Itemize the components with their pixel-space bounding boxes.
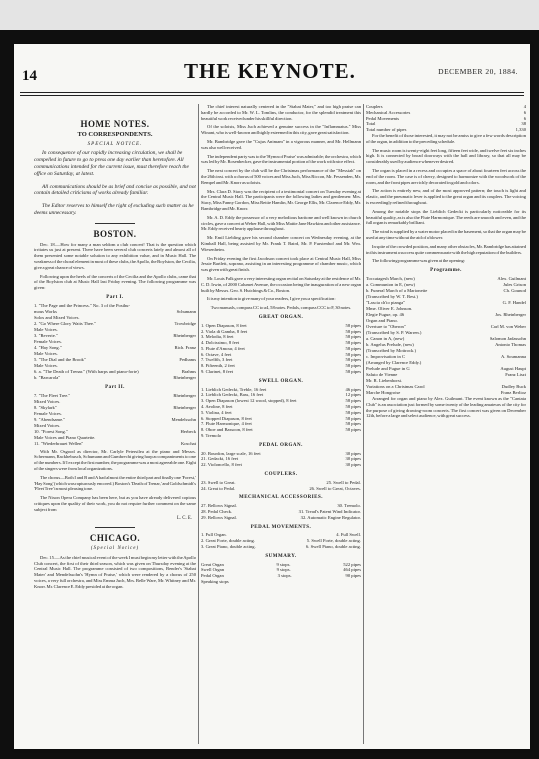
spec-row-cell-1: 6. Stopped Diapason, 8 feet	[201, 415, 252, 421]
spec-row-cell-1: Great Organ	[201, 561, 224, 567]
spec-row-cell-2: 58 pipes	[345, 398, 361, 404]
programme-item-cell-2: Rheinberger	[173, 374, 196, 380]
spec-row-cell-2: 9 stops.	[276, 567, 291, 573]
spec-heading-pedal-movements: PEDAL MOVEMENTS.	[250, 524, 312, 530]
spec-row-cell-2: 58 pipes	[345, 334, 361, 340]
programme-item-cell-1: Mme. Oliver E. Johnson.	[366, 305, 413, 311]
programme-list	[366, 276, 526, 396]
programme-item-cell-1: Prelude and Fugue in G	[366, 365, 410, 371]
tally-row-cell-2: 4	[523, 104, 526, 109]
spec-row-cell-1: 9. Clarinet, 8 feet	[201, 369, 234, 375]
spec-heading-couplers: COUPLERS.	[264, 472, 298, 478]
spec-list	[201, 503, 361, 520]
programme-item-cell-1: Male Voices.	[34, 350, 58, 356]
spec-row-cell-2: 58 pipes	[345, 328, 361, 334]
spec-row-cell-2: 30. Tremolo.	[337, 503, 361, 509]
section-heading-chicago: CHICAGO.	[89, 533, 141, 544]
programme-item-cell-1: 9. "Abendsame."	[34, 416, 66, 422]
spec-row-cell-2: 58 pipes	[345, 351, 361, 357]
programme-item-cell-2: A. Soumanna	[500, 353, 526, 359]
masthead: THE KEYNOTE.	[184, 59, 356, 83]
spec-row-cell-2: 58 pipes	[345, 340, 361, 346]
spec-row-cell-2: 25. Swell to Pedal.	[326, 479, 361, 485]
programme-item-cell-1: Saluto de Vienne	[366, 371, 398, 377]
subheading-correspondents: TO CORRESPONDENTS.	[77, 130, 153, 138]
programme-item-cell-1: mous Works	[34, 308, 57, 314]
programme-item-cell-2: August Haupt	[500, 365, 526, 371]
article-paragraph: The chief interest naturally centered in the "Stabat Mater," and too high praise can hardly be accorded to Mr. W. L. Tomlins, the conductor, for the splendid treatment this beautiful work received under his skillful direction.	[201, 104, 361, 121]
spec-row-cell-2: 58 pipes	[345, 363, 361, 369]
column-1	[34, 104, 196, 744]
tally-row-cell-2: 6	[523, 115, 526, 121]
programme-item-cell-2: Franz Berlioz	[500, 389, 526, 395]
tally-row-cell-1: Mechanical Accessories	[366, 109, 411, 115]
programme-item-cell-1: (Transcribed by S. P. Warren.)	[366, 329, 422, 335]
programme-item-cell-1: Organ and Piano.	[366, 317, 398, 323]
header-rule	[20, 92, 524, 93]
spec-row-cell-1: 27. Bellows Signal.	[201, 503, 237, 509]
spec-row-cell-2: 5. Swell Forte, double acting.	[306, 538, 361, 544]
programme-item-cell-2: Rich. Franz	[174, 344, 196, 350]
article-paragraph: The next concert by the club will be the Christmas performance of the "Messiah" on the 26th inst. with a chorus of 500 voices and Miss Juch, Miss Riccon, Mr. Fessenden, Mr. Rempel and Mr. Knorr as soloists.	[201, 168, 361, 185]
spec-row-cell-2: 58 pipes	[345, 322, 361, 328]
spec-row-cell-1: 1. Full Organ.	[201, 532, 227, 538]
programme-item-cell-2: Alex. Guilmant	[497, 275, 526, 281]
spec-heading-pedal: PEDAL ORGAN.	[259, 442, 303, 448]
programme-item-cell-2: Rheinberger	[173, 392, 196, 398]
article-paragraph: For the benefit of those interested, it may not be amiss to give a few words description of the organ, in addition to the preceding schedule.	[366, 132, 526, 144]
programme-item-cell-2: Brahms	[181, 368, 196, 374]
spec-row	[201, 515, 361, 521]
column-3	[366, 104, 526, 744]
spec-row-cell-2: 58 pipes	[345, 345, 361, 351]
programme-item-cell-1: 10. "Forest Song."	[34, 428, 68, 434]
spec-row-cell-3: 464 pipes	[343, 567, 361, 573]
article-paragraph: Mrs. Clara D. Stacy was the recipient of a testimonial concert on Tuesday evening at the Central Music Hall. The participants were the following ladies and gentlemen: Mrs. Stacy, Miss Fanny Gordon, Miss Rettie Hamlin, Mr. George Ellis, Mr. Clarence Eddy, Mr. Bambridge and Mr. Knorr.	[201, 188, 361, 211]
section-heading-boston: BOSTON.	[93, 228, 137, 239]
article-paragraph: The music room is twenty-eight feet long, fifteen feet wide, and twelve feet six inches high. It is connected by broad doorways with the hall and library, so that all may be considerably used by audience whenever desired.	[366, 147, 526, 165]
article-paragraph: It is my intention to give many of your readers, I give you a specification:	[207, 296, 336, 302]
page-number: 14	[22, 68, 37, 84]
spec-row-cell-3: 522 pipes	[343, 561, 361, 567]
header-rule-2	[20, 95, 524, 96]
spec-row-cell-1: 8. Oboe and Bassoon, 8 feet	[201, 427, 253, 433]
programme-item-cell-1: Female Voices.	[34, 410, 62, 416]
spec-row-cell-2: 58 pipes	[345, 427, 361, 433]
programme-item-cell-2: Rheinberger	[173, 332, 196, 338]
spec-row	[201, 462, 361, 468]
programme-item-cell-1: 2. "Go Where Glory Waits Thee."	[34, 320, 96, 326]
spec-row	[201, 579, 361, 585]
subheading-special-notice: SPECIAL NOTICE.	[87, 141, 143, 147]
spec-row-cell-1: 2. Viola di Gamba, 8 feet	[201, 328, 248, 334]
spec-row-cell-2: 58 pipes	[345, 415, 361, 421]
spec-heading-summary: SUMMARY.	[265, 553, 297, 559]
programme-item-cell-1: (Transcribed by Mottrock.)	[366, 347, 416, 353]
programme-item-cell-2: Herbeck	[180, 428, 196, 434]
spec-row-cell-2: 12 pipes	[345, 392, 361, 398]
programme-item-cell-1: a. Communion in E, (new)	[366, 281, 415, 287]
spec-row-cell-2: 30 pipes	[345, 462, 361, 468]
newspaper-page	[14, 44, 530, 749]
article-paragraph: The action is entirely new, and of the most approved pattern; the touch is light and elastic, and the pneumatic lever is applied to the great organ and its couplers. The voicing is exceedingly refined throughout.	[366, 188, 526, 205]
spec-row-cell-1: 7. Twelfth, 3 feet	[201, 357, 233, 363]
programme-item-cell-1: b. Funeral March of a Marionette	[366, 287, 428, 293]
spec-row-cell-1: 21. Gedackt, 16 feet	[201, 456, 239, 462]
spec-row-cell-2: 30 pipes	[345, 456, 361, 462]
programme-item	[34, 375, 196, 381]
programme-item-cell-2: Jos. Rheinberger	[495, 311, 526, 317]
programme-item-cell-1: Female Voices.	[34, 338, 62, 344]
spec-row-cell-1: 22. Violoncello, 8 feet	[201, 462, 242, 468]
programme-item-cell-1: Mixed Voices.	[34, 422, 61, 428]
programme-item-cell-2: Dudley Buck	[501, 383, 526, 389]
spec-row-cell-2: 58 pipes	[345, 369, 361, 375]
article-paragraph: The Nixon Opera Company has been here, but as you have already delivered copious critiques upon the quality of their work, you do not require further comment on the same subject from	[34, 495, 196, 512]
spec-row-cell-1: 5. Violina, 4 feet	[201, 409, 232, 415]
spec-row-cell-1: 9. Tremolo	[201, 433, 222, 439]
article-paragraph: In spite of the crowded position, and many other obstacles, Mr. Bambridge has attained in this instrument a success quite commensurate with the high reputation of the builders.	[366, 243, 526, 255]
notice-paragraph: All communications should be as brief and concise as possible, and not contain detailed criticisms of works already familiar.	[34, 183, 196, 197]
programme-item-cell-1: 8. "Skylark"	[34, 404, 57, 410]
correspondent-signature: L. C. E.	[176, 515, 192, 521]
spec-row-cell-2: 32. Automatic Engine Regulator.	[300, 514, 361, 520]
spec-row-cell-1: 23. Swell to Great.	[201, 479, 236, 485]
column-2	[201, 104, 361, 744]
spec-row-cell-1: Swell Organ	[201, 567, 225, 573]
article-paragraph: The chorus—Both I and B and A had almost the entire third part and finally one 'Forest,' 'Hay Song' (which was rapturously encored.) Boston's 'Death of Trenar,' and Goldschmidt's 'Fleet Tree' in most pleasing tone.	[34, 474, 196, 492]
spec-row-cell-1: 24. Great to Pedal.	[201, 485, 236, 491]
programme-item-cell-2: Schumann	[176, 308, 196, 314]
spec-row-cell-1: 28. Pedal Check.	[201, 509, 233, 515]
spec-row-cell-1: Pedal Organ	[201, 573, 224, 579]
article-paragraph: Mr. Bambridge gave the "Cujus Animam" in a vigorous manner, and Mr. Hellmann was also well received.	[201, 138, 361, 150]
spec-row	[201, 486, 361, 492]
programme-item-cell-1: a. Canon in A, (new)	[366, 335, 405, 341]
spec-heading-mechanical: MECHANICAL ACCESSORIES.	[238, 495, 324, 501]
spec-row-cell-1: 8. Fifteenth, 2 feet	[201, 363, 235, 369]
tally-row-cell-1: Couplers	[366, 104, 383, 109]
spec-row	[201, 369, 361, 375]
total-label: Total	[366, 121, 376, 127]
programme-item-cell-1: Toccatagesh March, (new)	[366, 275, 415, 281]
programme-item-cell-1: Solos and Mixed Voices.	[34, 314, 80, 320]
spec-heading-swell: SWELL ORGAN.	[258, 378, 304, 384]
spec-list	[201, 480, 361, 492]
programme-item-cell-1: Marche Hongroise	[366, 389, 401, 395]
spec-row-cell-2: 3 stops.	[277, 573, 292, 579]
programme-item-cell-1: Mixed Voices.	[34, 398, 61, 404]
programme-item-cell-1: "Lascia ch'io pianga"	[366, 299, 406, 305]
programme-item	[34, 441, 196, 447]
programme-item-cell-1: 3. "Reverie."	[34, 332, 58, 338]
article-paragraph: Of the soloists, Miss Juch achieved a genuine success in the "Inflammatus." Miss Winant, who is well-known and highly esteemed in this city, gave great satisfaction.	[201, 124, 361, 136]
separator	[95, 223, 135, 224]
spec-row-cell-1: 3. Great Piano, double acting.	[201, 544, 256, 549]
section-heading-home-notes: HOME NOTES.	[80, 119, 150, 129]
programme-part-heading: Part II.	[105, 384, 125, 390]
programme-item-cell-2: G. F. Handel	[502, 299, 526, 305]
column-divider-2	[363, 104, 364, 744]
spec-row-cell-1: 2. Lieblich Gedeckt, Bass, 16 feet	[201, 392, 264, 398]
spec-row-cell-1: 5. Flute d'Amour, 4 feet	[201, 345, 245, 351]
programme-item-cell-1: (Transcribed by W. T. Best.)	[366, 293, 418, 299]
programme-item-cell-1: Male Voices.	[34, 362, 58, 368]
spec-row-cell-1: 3. Melodia, 8 feet	[201, 334, 234, 340]
article-paragraph: The following programme was given at the opening:	[372, 258, 466, 264]
programme-item-cell-1: c. Improvisation in C	[366, 353, 406, 359]
spec-row-cell-1: 20. Bourdon, large scale, 16 feet	[201, 450, 261, 456]
article-paragraph: On Friday evening the first Jacobson concert took place at Central Music Hall, Miss Jessie Bartlett, soprano, assisting in an interesting programme of chamber music, which was given with great finish.	[201, 255, 361, 273]
programme-item-cell-1: 11. "Wiederbrauet Wellen"	[34, 440, 84, 446]
spec-row-cell-1: 7. Flute Harmonique, 4 feet	[201, 421, 252, 427]
programme-item-cell-2: Salomon Jadassohn	[489, 335, 526, 341]
notice-paragraph: In consequence of our rapidly increasing circulation, we shall be compelled in future to go to press one day earlier than heretofore. All communications intended for the current issue, must therefore reach the office on Saturday, at latest.	[34, 150, 189, 177]
programme-part-heading: Part I.	[106, 294, 124, 300]
spec-row-cell-1: 3. Open Diapason (lowest 12 wood, stopped), 8 feet	[201, 398, 297, 404]
spec-row-cell-1: 4. Aeoline, 8 feet	[201, 404, 233, 410]
article-paragraph: Dec. 15.—As the chief musical event of the week I must begin my letter with the Apollo Club concert, the first of their third season, which was given on Thursday evening at the Central Music Hall. The programme consisted of two compositions, Bender's 'Stabat Mater' and Mendelssohn's 'Hymn of Praise,' which were rendered by a chorus of 250 voices, a very full orchestra, and Miss Emma Juch, Mrs. Belle Ware, Mr. Whitney and Mr. Knorr. Mr. Clarence E. Eddy presided at the organ.	[34, 554, 196, 589]
programme-item-cell-1: 6. a. "The Death of Trenar." (With harps and piano-forte)	[34, 368, 139, 374]
article-paragraph: Mr. Louis Falk gave a very interesting organ recital on Saturday at the residence of Mr. C. D. Irwin, of 2000 Calumet Avenue, the occasion being the inauguration of a new organ built by Messrs. Geo. S. Hutchings & Co., Boston.	[201, 275, 361, 293]
programme-item-cell-1: b. Angelus Prelude, (new)	[366, 341, 414, 347]
spec-row-cell-2: 58 pipes	[345, 404, 361, 410]
spec-row	[201, 544, 361, 550]
programme-heading: Programme.	[430, 268, 462, 274]
article-paragraph: With Mr. Osgood as director, Mr. Carlyle Petersilea at the piano and Messrs. Schermann, Rackhebusch, Schumann and Gumbrecht giving harp accompaniments to one of the numbers. If I except the first number, the programme was a most agreeable one. Eight of the singers were from local organizations.	[34, 448, 196, 471]
article-paragraph: Arranged for organ and piano by Alex. Guilmant. The event known as the "Cantata Club" is an association just formed by some twenty of the leading amateurs of the city for the purpose of giving drawing-room concerts. The first concert was given on December 12th, before a large and select audience, with great success.	[366, 395, 526, 419]
total-value: 38	[521, 121, 526, 127]
spec-row-cell-2: 58 pipes	[345, 357, 361, 363]
spec-row-cell-1: 4. Dolcissimo, 8 feet	[201, 340, 240, 346]
programme-item-cell-1: Mr. R. Liebenhorst.	[366, 377, 403, 383]
programme-item-cell-1: Overture to "Oberon"	[366, 323, 406, 329]
spec-row-cell-2: 31. Tread's Patent Wind Indicator.	[298, 509, 361, 515]
spec-row-cell-1: 6. Octave, 4 feet	[201, 351, 232, 357]
spec-list	[201, 532, 361, 549]
programme-list	[34, 303, 196, 381]
spec-row-cell-1: 1. Lieblich Gedeckt, Treble, 16 feet	[201, 386, 267, 392]
programme-item-cell-2: Ch. Gounod	[503, 287, 526, 293]
programme-item-cell-1: Male Voices.	[34, 326, 58, 332]
programme-item-cell-2: Pedhams	[179, 356, 196, 362]
programme-item-cell-2: Franz Liszt	[505, 371, 526, 377]
article-paragraph: Mr. Emil Liebling gave his second chamber concert on Wednesday evening, at the Kimball Hall, being assisted by Mr. Frank T. Baird, Mr. P. Furstenhof and Mr. Wm. Wiesenheim.	[201, 235, 361, 252]
programme-item-cell-1: Variations on a Christmas Carol	[366, 383, 425, 389]
programme-item-cell-1: b. "Barcarola"	[34, 374, 61, 380]
subheading-chicago: (Special Notice)	[90, 546, 140, 552]
spec-row-cell-1: 29. Bellows Signal.	[201, 514, 237, 520]
programme-list	[34, 393, 196, 447]
spec-row	[201, 433, 361, 439]
tally-row-cell-2: 6	[523, 109, 526, 115]
spec-row-cell-1: 2. Great Forte, double acting.	[201, 538, 255, 544]
spec-list	[201, 451, 361, 468]
total-pipes-label: Total number of pipes	[366, 127, 407, 133]
spec-row-cell-2: 6. Swell Piano, double acting.	[306, 544, 361, 549]
spec-row-cell-2: 30 pipes	[345, 450, 361, 456]
spec-label: Speaking stops	[201, 578, 229, 584]
article-paragraph: The independent party was to the 'Hymn of Praise' was admirable; the orchestra, which was led by Mr. Rosenbecker, gave the instrumental portion of the work with nice effect.	[201, 153, 361, 165]
programme-item-cell-1: Elegie Fugue, op. 46	[366, 311, 405, 317]
article-paragraph: Mr. A. D. Eddy the possessor of a very melodious baritone and well known in church circles, gave a concert at Weber Hall, with Miss Mattie Jane Hawkins and other assistance. Mr. Eddy received hearty applause throughout.	[201, 214, 361, 232]
programme-item-cell-2: Jules Grison	[503, 281, 526, 287]
programme-item-cell-1: 1. "The Page and the Princess." No. 3 of the Posthu-	[34, 302, 130, 308]
spec-list	[201, 323, 361, 375]
spec-row-cell-2: 58 pipes	[345, 409, 361, 415]
page-header	[14, 44, 530, 102]
spec-row-cell-1: 1. Open Diapason, 8 feet	[201, 322, 247, 328]
spec-row-cell-2: 4. Full Swell.	[336, 532, 361, 538]
tally-row-cell-1: Pedal Movements	[366, 115, 400, 121]
programme-item-cell-1: 4. "Hay Song."	[34, 344, 62, 350]
issue-date: DECEMBER 20, 1884.	[438, 67, 518, 76]
programme-item-cell-2: Rheinberger	[173, 404, 196, 410]
programme-item-cell-2: Carl M. von Weber	[490, 323, 526, 329]
programme-item-cell-2: Koschat	[180, 440, 196, 446]
notice-paragraph: The Editor reserves to himself the right of excluding such matter as he deems unnecessary.	[34, 203, 194, 216]
programme-item-cell-1: Male Voices and Piano Quartette.	[34, 434, 96, 440]
separator	[95, 527, 135, 528]
programme-item-cell-2: Trowbridge	[174, 320, 196, 326]
programme-item-cell-1: 5. "The Dial and the Brook"	[34, 356, 86, 362]
column-divider-1	[198, 104, 199, 744]
programme-item-cell-1: 7. "The Fleet Tree."	[34, 392, 71, 398]
spec-heading-great: GREAT ORGAN.	[258, 314, 304, 320]
spec-intro: Two manuals, compass CC to a4, 58 notes. Pedals, compass CCC to F, 30 notes.	[210, 305, 352, 311]
spec-list	[201, 562, 361, 579]
article-paragraph: Dec. 18.—How for many a man seldom a club concert! That is the question which irritates us just at present. There have been several club concerts lately and almost all of them presented some notable solution to any exhibition value, and in Music Hall. The weakness of the choral element in most of these clubs, the Apollo, the Boylston, the Cecilia, give a great chance of views.	[34, 241, 196, 270]
total-pipes-value: 1,330	[515, 127, 526, 133]
article-paragraph: Following upon the heels of the concerts of the Cecilia and the Apollo clubs, came that of the Boylston club at Music Hall last Friday evening. The following programme was given:	[34, 273, 196, 291]
tally-list	[366, 104, 526, 121]
spec-row-cell-2: 46 pipes	[345, 386, 361, 392]
programme-item-cell-1: (Arranged by Clarence Eddy.)	[366, 359, 422, 365]
spec-row-cell-2: 58 pipes	[345, 421, 361, 427]
spec-list	[201, 387, 361, 439]
spec-row-cell-3: 90 pipes	[345, 573, 361, 579]
programme-item-cell-2: Antonio Thomas	[495, 341, 526, 347]
programme-item-cell-2: Mendelssohn	[171, 416, 196, 422]
article-paragraph: The wind is supplied by a water motor placed in the basement, so that the organ may be used at any time without the aid of a blower.	[366, 229, 526, 240]
article-paragraph: The organ is placed in a recess and occupies a space of about fourteen feet across the end of the room. The case is of cherry, designed to harmonize with the woodwork of the room, and the front pipes are richly decorated in gold and colors.	[366, 167, 526, 185]
spec-row-cell-2: 26. Swell to Great, Octaves.	[309, 485, 361, 491]
article-paragraph: Among the notable stops the Lieblich Gedeckt is particularly noticeable for its beautiful quality, as is also the Flute Harmonique. The reeds are smooth and even, and the full organ is remarkably brilliant.	[366, 208, 526, 226]
spec-row-cell-2: 9 stops.	[276, 561, 291, 567]
